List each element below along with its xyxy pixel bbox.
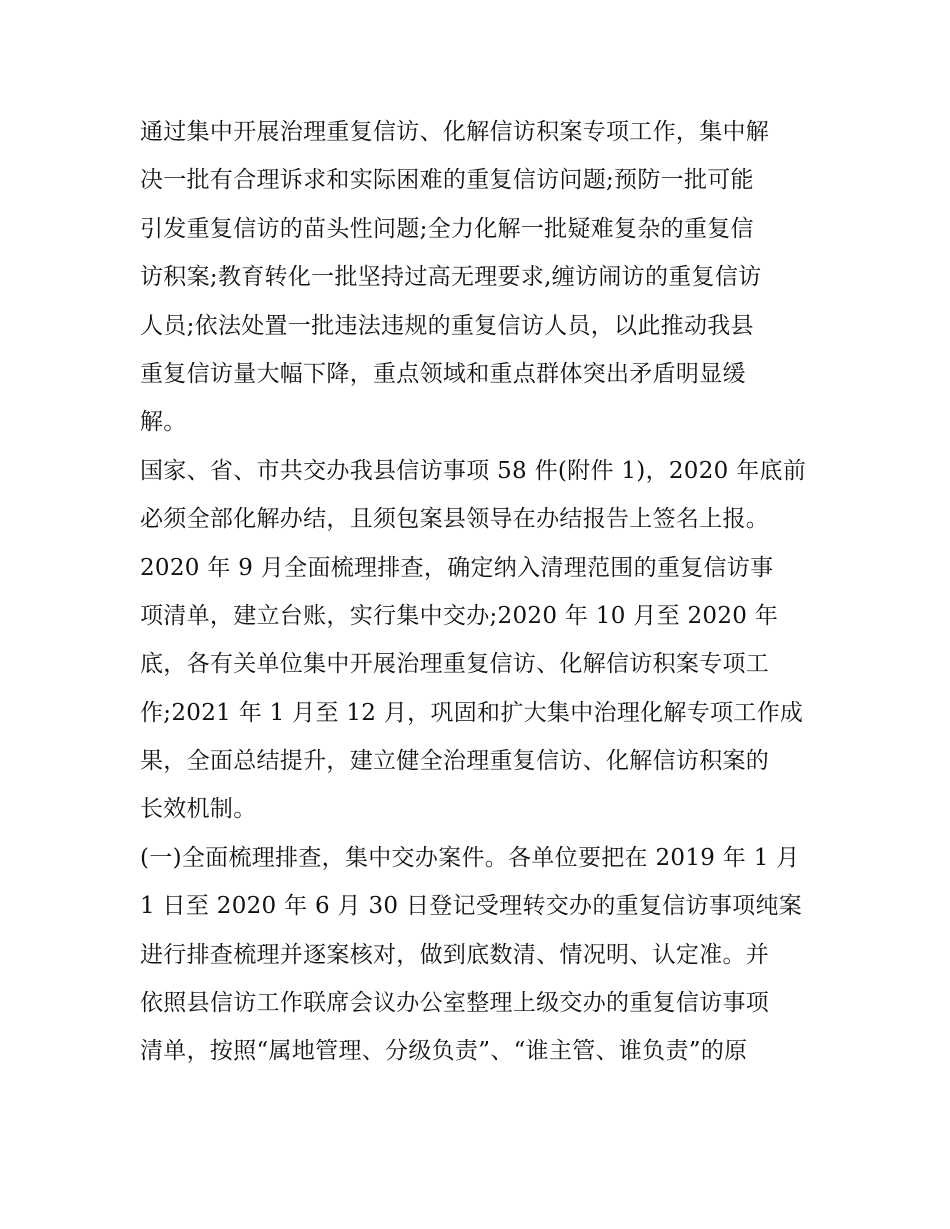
paragraph-goals — [140, 108, 812, 447]
text-line: 项清单，建立台账，实行集中交办;2020 年 10 月至 2020 年 — [140, 602, 779, 629]
text-line: 引发重复信访的苗头性问题;全力化解一批疑难复杂的重复信 — [140, 215, 754, 242]
text-line: (一)全面梳理排查，集中交办案件。各单位要把在 2019 年 1 月 — [140, 844, 800, 871]
text-line: 长效机制。 — [140, 796, 257, 823]
text-line: 决一批有合理诉求和实际困难的重复信访问题;预防一批可能 — [140, 167, 754, 194]
paragraph-timeline — [140, 544, 812, 834]
text-line: 依照县信访工作联席会议办公室整理上级交办的重复信访事项 — [140, 990, 770, 1017]
text-line: 作;2021 年 1 月至 12 月，巩固和扩大集中治理化解专项工作成 — [140, 699, 804, 726]
text-line: 底，各有关单位集中开展治理重复信访、化解信访积案专项工 — [140, 651, 770, 678]
text-line: 通过集中开展治理重复信访、化解信访积案专项工作，集中解 — [140, 119, 770, 145]
text-line: 果，全面总结提升，建立健全治理重复信访、化解信访积案的 — [140, 748, 770, 775]
text-line: 访积案;教育转化一批坚持过高无理要求,缠访闹访的重复信访 — [140, 264, 762, 291]
document-body — [140, 108, 812, 1076]
text-line: 国家、省、市共交办我县信访事项 58 件(附件 1)，2020 年底前 — [140, 457, 807, 484]
text-line: 重复信访量大幅下降，重点领域和重点群体突出矛盾明显缓 — [140, 360, 746, 387]
text-line: 1 日至 2020 年 6 月 30 日登记受理转交办的重复信访事项纯案 — [140, 893, 803, 920]
text-line: 2020 年 9 月全面梳理排查，确定纳入清理范围的重复信访事 — [140, 554, 774, 581]
text-line: 解。 — [140, 409, 187, 436]
paragraph-assigned-cases — [140, 447, 812, 544]
text-line: 人员;依法处置一批违法违规的重复信访人员，以此推动我县 — [140, 312, 754, 339]
text-line: 进行排查梳理并逐案核对，做到底数清、情况明、认定准。并 — [140, 941, 770, 968]
paragraph-section-one — [140, 834, 812, 1076]
text-line: 清单，按照“属地管理、分级负责”、“谁主管、谁负责”的原 — [140, 1038, 748, 1065]
text-line: 必须全部化解办结，且须包案县领导在办结报告上签名上报。 — [140, 506, 770, 533]
